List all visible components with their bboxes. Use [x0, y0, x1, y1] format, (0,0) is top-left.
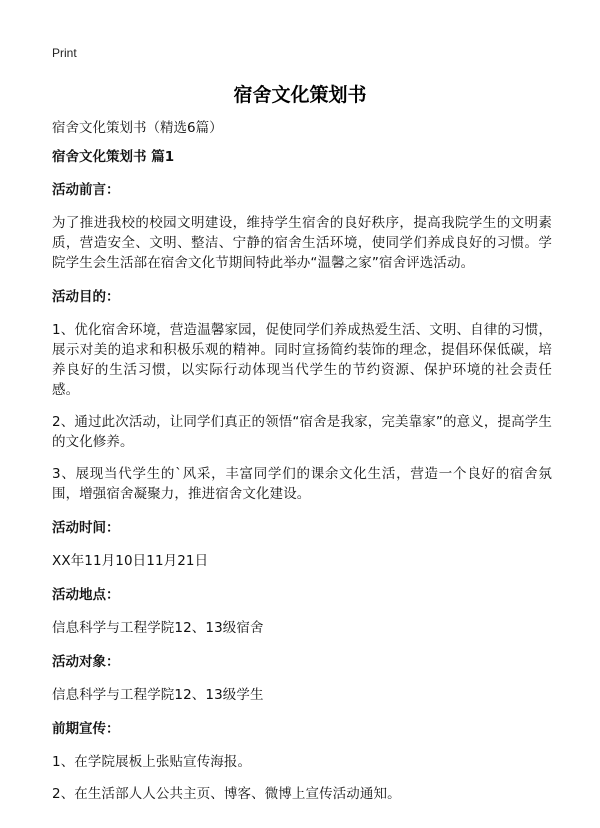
publicity-heading: 前期宣传： [52, 721, 120, 737]
time-heading: 活动时间： [52, 520, 120, 536]
document-title: 宿舍文化策划书 [233, 84, 367, 106]
place-heading: 活动地点： [52, 587, 120, 603]
purpose-item-1: 1、优化宿舍环境，营造温馨家园，促使同学们养成热爱生活、文明、自律的习惯，展示对美的追求和积极乐观的精神。同时宣扬简约装饰的理念，提倡环保低碳，培养良好的生活习惯，以实际行动体现当代学生的节约资源、保护环境的社会责任感。 [52, 322, 552, 398]
target-heading: 活动对象： [52, 654, 120, 670]
place-text: 信息科学与工程学院12、13级宿舍 [52, 620, 264, 636]
section-title: 宿舍文化策划书 篇1 [52, 149, 175, 165]
preface-heading: 活动前言： [52, 182, 120, 198]
print-label: Print [52, 46, 77, 60]
target-text: 信息科学与工程学院12、13级学生 [52, 687, 264, 703]
publicity-item-1: 1、在学院展板上张贴宣传海报。 [52, 754, 252, 770]
purpose-heading: 活动目的： [52, 289, 120, 305]
purpose-item-3: 3、展现当代学生的`风采，丰富同学们的课余文化生活，营造一个良好的宿舍氛围，增强宿舍凝聚力，推进宿舍文化建设。 [52, 466, 552, 502]
publicity-item-2: 2、在生活部人人公共主页、博客、微博上宣传活动通知。 [52, 786, 401, 802]
preface-paragraph: 为了推进我校的校园文明建设，维持学生宿舍的良好秩序，提高我院学生的文明素质，营造安全、文明、整洁、宁静的宿舍生活环境，使同学们养成良好的习惯。学院学生会生活部在宿舍文化节期间特此举办“温馨之家”宿舍评选活动。 [52, 215, 552, 271]
time-text: XX年11月10日11月21日 [52, 553, 209, 569]
purpose-item-2: 2、通过此次活动，让同学们真正的领悟“宿舍是我家，完美靠家”的意义，提高学生的文化修养。 [52, 414, 552, 450]
document-subtitle: 宿舍文化策划书（精选6篇） [52, 120, 223, 136]
document-body [52, 118, 552, 816]
